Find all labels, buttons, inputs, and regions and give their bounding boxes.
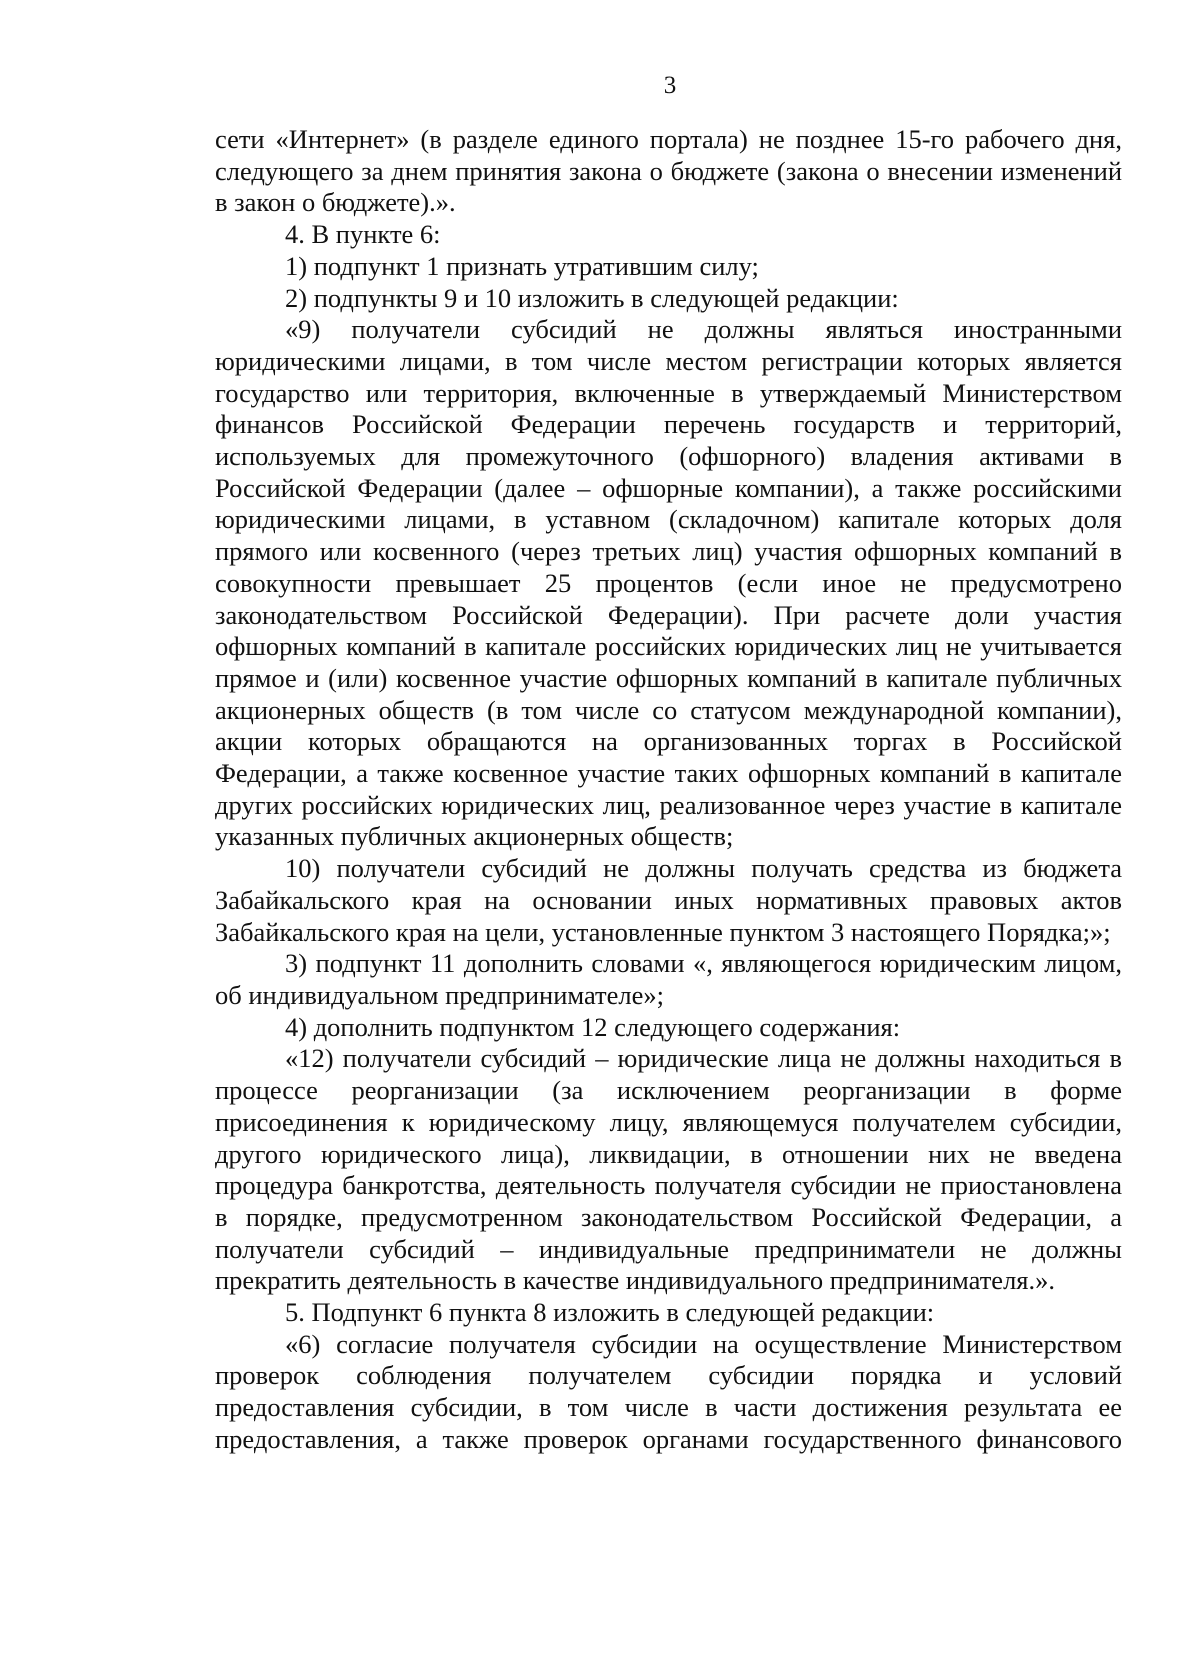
paragraph-subitem-12-text: «12) получатели субсидий – юридические лица не должны находиться в процессе реорганизации (за исключением реорганизации в форме присоединения к юридическому лицу, являющемуся получателем субсидии, другого юридического лица), ликвидации, в отношении них не введена процедура банкротства, деятельность получателя субсидии не приостановлена в порядке, предусмотренном законодательством Российской Федерации, а получатели субсидий – индивидуальные предприниматели не должны прекратить деятельность в качестве индивидуального предпринимателя.». — [215, 1043, 1122, 1296]
paragraph-subitem-3: 3) подпункт 11 дополнить словами «, являющегося юридическим лицом, об индивидуальном предпринимателе»; — [215, 948, 1122, 1010]
paragraph-item-4: 4. В пункте 6: — [285, 219, 441, 250]
paragraph-subitem-9-text: «9) получатели субсидий не должны являться иностранными юридическими лицами, в том числе местом регистрации которых является государство или территория, включенные в утверждаемый Министерством финансов Российской Федерации перечень государств и территорий, используемых для промежуточного (офшорного) владения активами в Российской Федерации (далее – офшорные компании), а также российскими юридическими лицами, в уставном (складочном) капитале которых доля прямого или косвенного (через третьих лиц) участия офшорных компаний в совокупности превышает 25 процентов (если иное не предусмотрено законодательством Российской Федерации). При расчете доли участия офшорных компаний в капитале российских юридических лиц не учитывается прямое и (или) косвенное участие офшорных компаний в капитале публичных акционерных обществ (в том числе со статусом международной компании), акции которых обращаются на организованных торгах в Российской Федерации, а также косвенное участие таких офшорных компаний в капитале других российских юридических лиц, реализованное через участие в капитале указанных публичных акционерных обществ; — [215, 314, 1122, 852]
page-number: 3 — [663, 72, 677, 99]
paragraph-subitem-2: 2) подпункты 9 и 10 изложить в следующей редакции: — [285, 282, 899, 313]
document-body — [215, 124, 1122, 1456]
paragraph-continuation: сети «Интернет» (в разделе единого портала) не позднее 15-го рабочего дня, следующего за днем принятия закона о бюджете (закона о внесении изменений в закон о бюджете).». — [215, 124, 1122, 218]
paragraph-subitem-6-text: «6) согласие получателя субсидии на осуществление Министерством проверок соблюдения получателем субсидии порядка и условий предоставления субсидии, в том числе в части достижения результата ее предоставления, а также проверок органами государственного финансового — [215, 1328, 1122, 1454]
paragraph-item-5: 5. Подпункт 6 пункта 8 изложить в следующей редакции: — [285, 1297, 935, 1328]
paragraph-subitem-4: 4) дополнить подпунктом 12 следующего содержания: — [285, 1011, 901, 1042]
paragraph-subitem-10-text: 10) получатели субсидий не должны получать средства из бюджета Забайкальского края на основании иных нормативных правовых актов Забайкальского края на цели, установленные пунктом 3 настоящего Порядка;»; — [215, 853, 1122, 947]
paragraph-subitem-1: 1) подпункт 1 признать утратившим силу; — [285, 250, 759, 281]
